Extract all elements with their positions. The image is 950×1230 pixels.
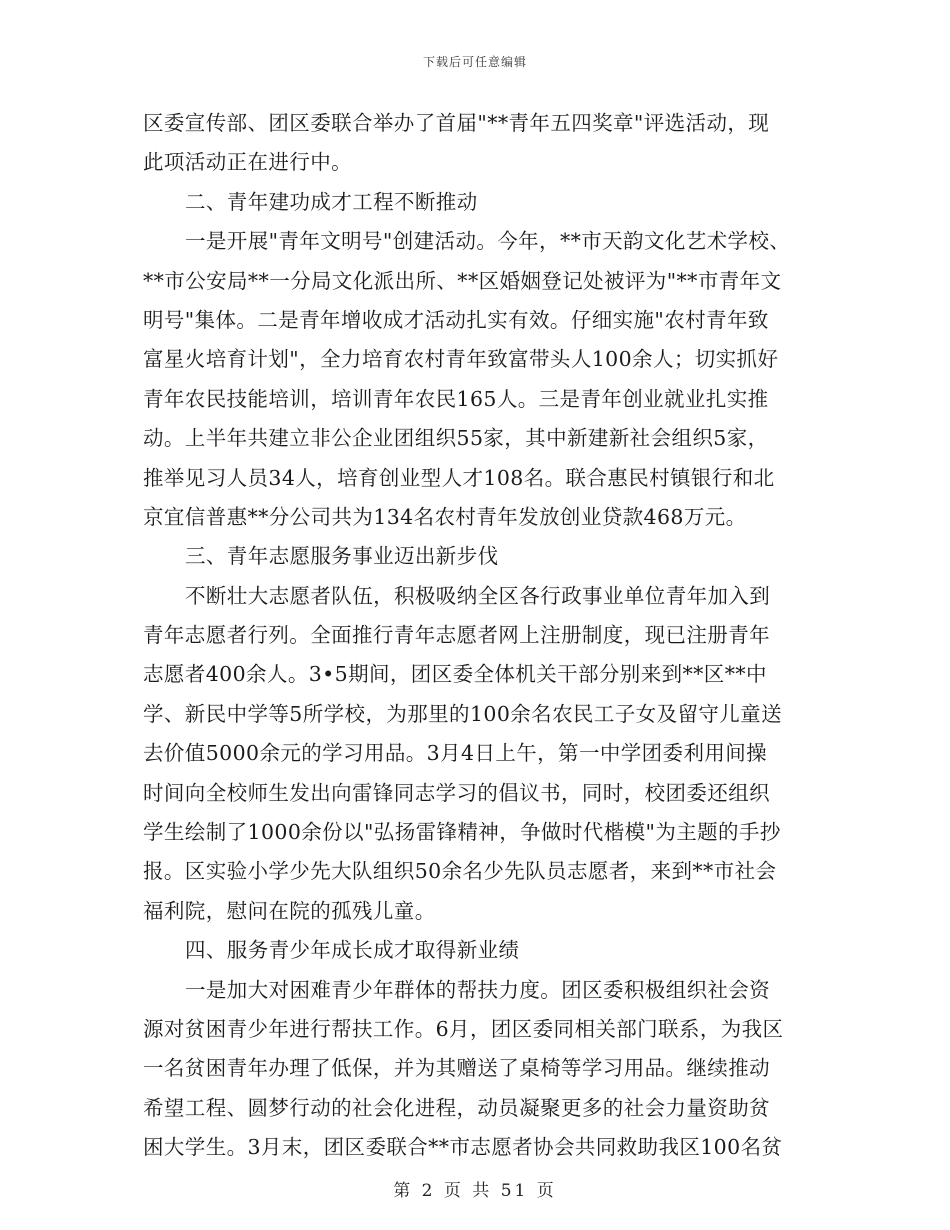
text-line: 时间向全校师生发出向雷锋同志学习的倡议书，同时，校团委还组织 [143,780,770,805]
text-line: 一名贫困青年办理了低保，并为其赠送了桌椅等学习用品。继续推动 [143,1056,770,1081]
text-line: **市公安局**一分局文化派出所、**区婚姻登记处被评为"**市青年文 [143,268,782,293]
text-line: 青年志愿者行列。全面推行青年志愿者网上注册制度，现已注册青年 [143,623,770,648]
text-line: 报。区实验小学少先大队组织50余名少先队员志愿者，来到**市社会 [143,859,777,884]
section-heading: 二、青年建功成才工程不断推动 [185,189,478,214]
text-line: 明号"集体。二是青年增收成才活动扎实有效。仔细实施"农村青年致 [143,307,769,332]
text-line: 京宜信普惠**分公司共为134名农村青年发放创业贷款468万元。 [143,504,747,529]
text-line: 源对贫困青少年进行帮扶工作。6月，团区委同相关部门联系，为我区 [143,1016,784,1041]
text-line: 一是加大对困难青少年群体的帮扶力度。团区委积极组织社会资 [185,977,771,1002]
text-line: 福利院，慰问在院的孤残儿童。 [143,898,436,923]
text-line: 动。上半年共建立非公企业团组织55家，其中新建新社会组织5家， [143,426,769,451]
text-line: 困大学生。3月末，团区委联合**市志愿者协会共同救助我区100名贫 [143,1135,783,1160]
section-heading: 三、青年志愿服务事业迈出新步伐 [185,544,499,569]
text-line: 青年农民技能培训，培训青年农民165人。三是青年创业就业扎实推 [143,386,769,411]
text-line: 去价值5000余元的学习用品。3月4日上午，第一中学团委利用间操 [143,741,768,766]
text-line: 志愿者400余人。3•5期间，团区委全体机关干部分别来到**区**中 [143,662,767,687]
text-line: 一是开展"青年文明号"创建活动。今年，**市天韵文化艺术学校、 [185,229,791,254]
text-line: 此项活动正在进行中。 [143,150,352,175]
text-line: 推举见习人员34人，培育创业型人才108名。联合惠民村镇银行和北 [143,465,775,490]
text-line: 不断壮大志愿者队伍，积极吸纳全区各行政事业单位青年加入到 [185,583,771,608]
page-number-footer: 第 2 页 共 51 页 [393,1181,557,1201]
text-line: 学、新民中学等5所学校，为那里的100余名农民工子女及留守儿童送 [143,701,782,726]
document-body [143,104,809,1168]
page-header: 下载后可任意编辑 [422,55,527,69]
text-line: 希望工程、圆梦行动的社会化进程，动员凝聚更多的社会力量资助贫 [143,1095,770,1120]
text-line: 富星火培育计划"，全力培育农村青年致富带头人100余人；切实抓好 [143,347,779,372]
text-line: 学生绘制了1000余份以"弘扬雷锋精神，争做时代楷模"为主题的手抄 [143,820,781,845]
text-line: 区委宣传部、团区委联合举办了首届"**青年五四奖章"评选活动，现 [143,111,770,135]
section-heading: 四、服务青少年成长成才取得新业绩 [185,938,520,963]
